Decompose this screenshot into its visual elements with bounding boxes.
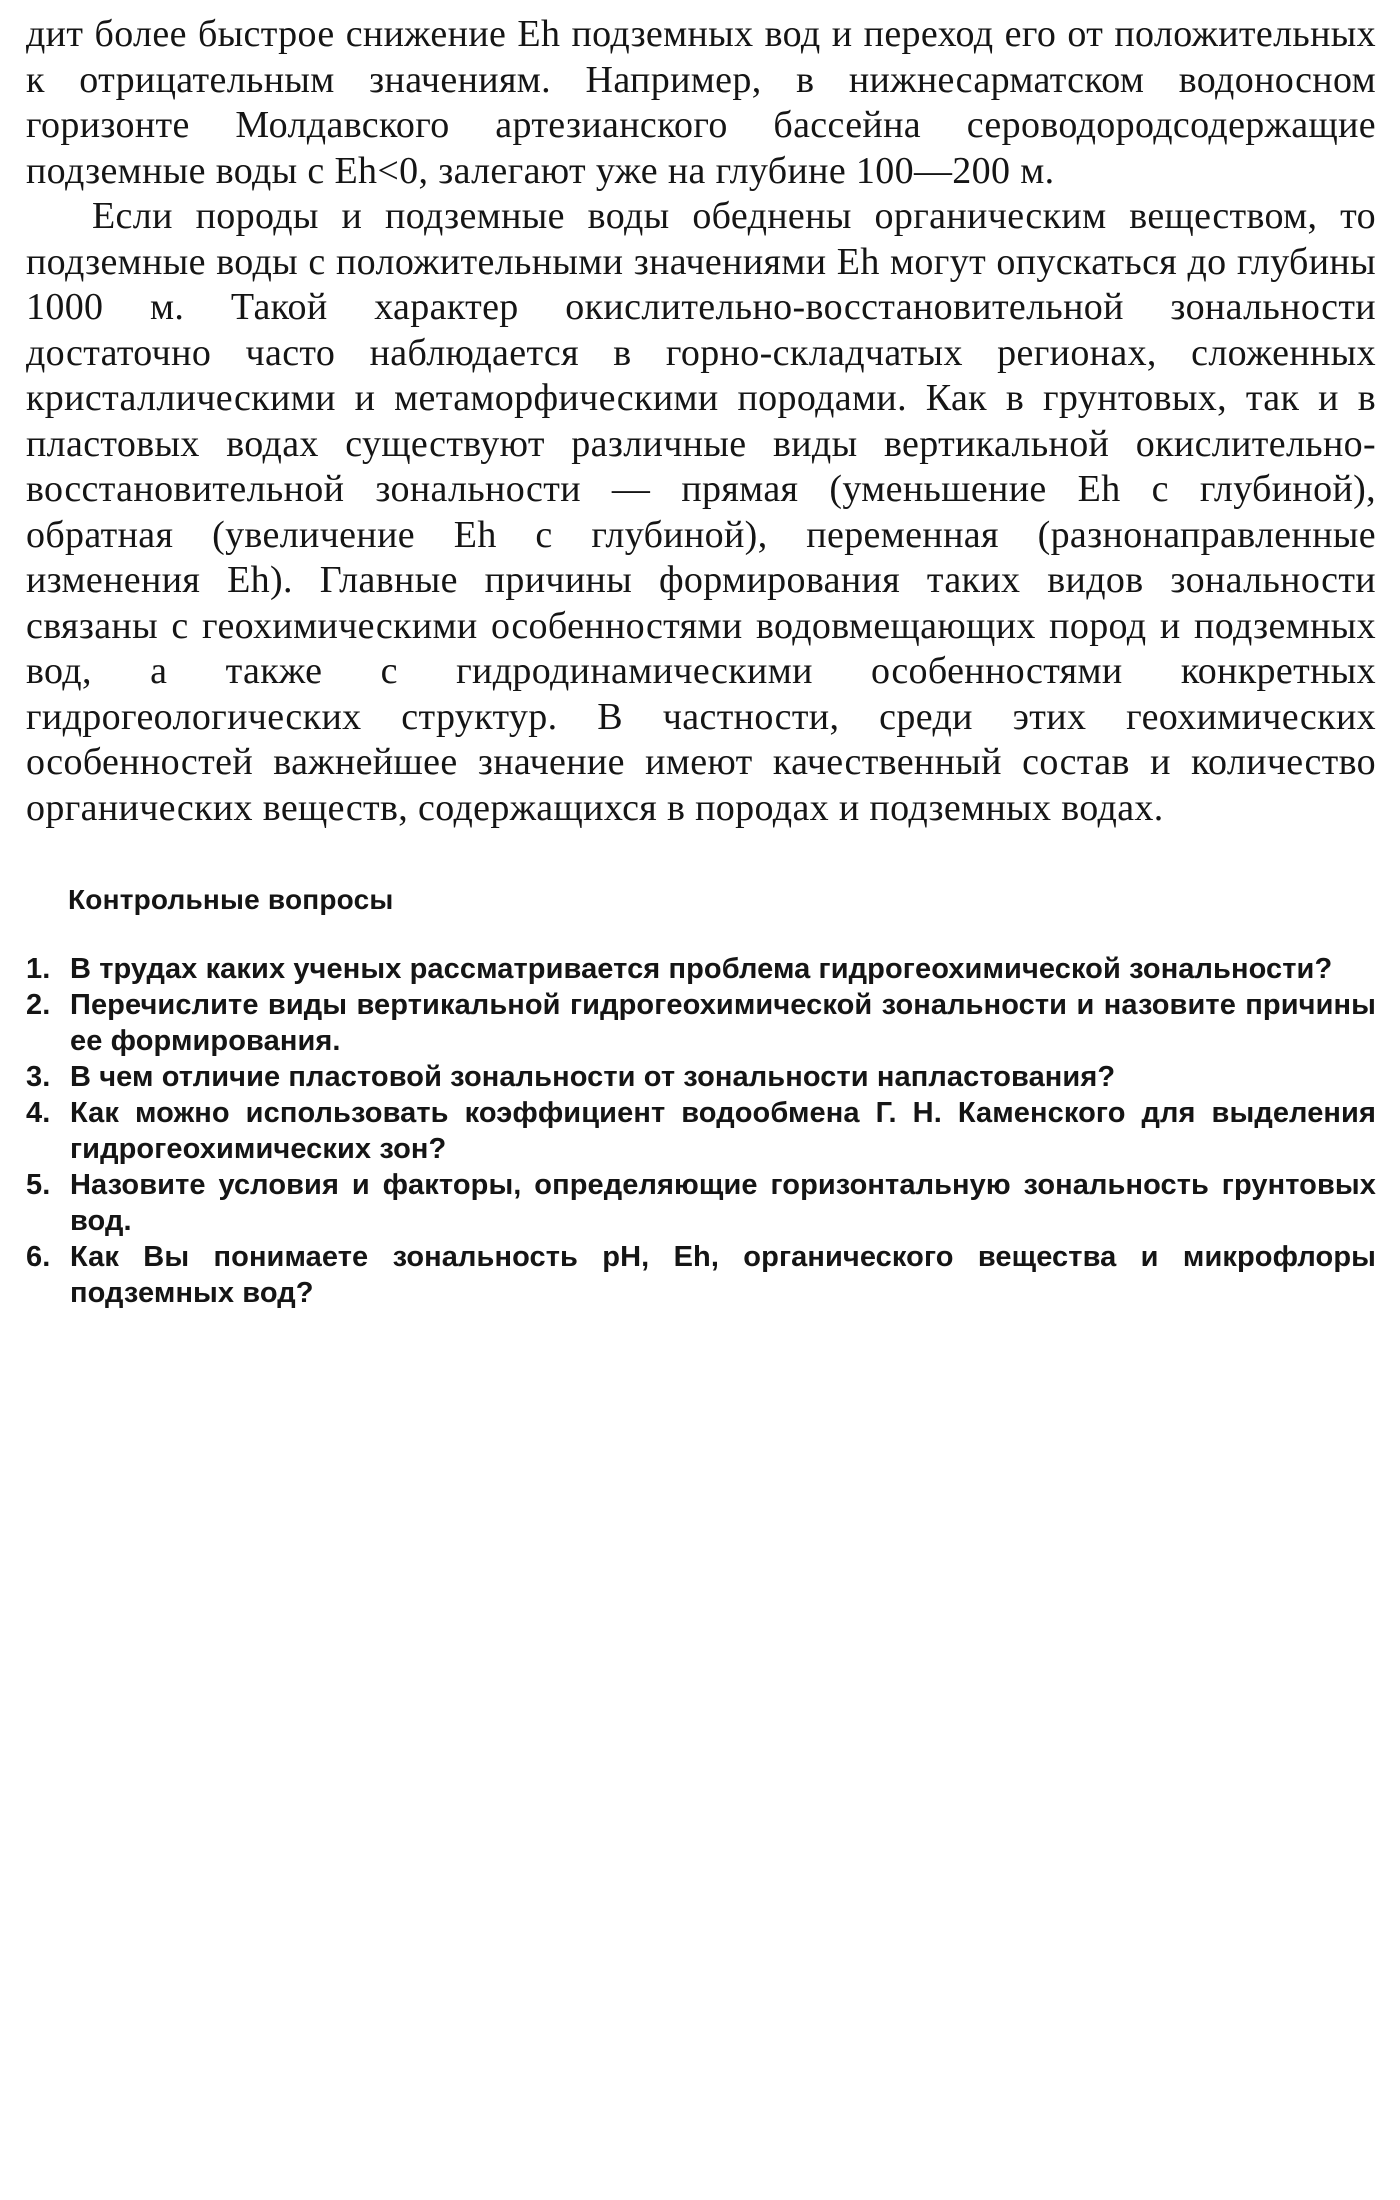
document-page: [26, 12, 1376, 1311]
question-number: 2.: [26, 989, 51, 1021]
body-paragraph-2: Если породы и подземные воды обеднены органическим веществом, то подземные воды с положительными значениями Eh могут опускаться до глубины 1000 м. Такой характер окислительно-восстановительной зональности достаточно часто наблюдается в горно-складчатых регионах, сложенных кристаллическими и метаморфическими породами. Как в грунтовых, так и в пластовых водах существуют различные виды вертикальной окислительно-восстановительной зональности — прямая (уменьшение Eh с глубиной), обратная (увеличение Eh с глубиной), переменная (разнонаправленные изменения Eh). Главные причины формирования таких видов зональности связаны с геохимическими особенностями водовмещающих пород и подземных вод, а также с гидродинамическими особенностями конкретных гидрогеологических структур. В частности, среди этих геохимических особенностей важнейшее значение имеют качественный состав и количество органических веществ, содержащихся в породах и подземных водах.: [26, 195, 1376, 829]
question-item-1: [26, 951, 1376, 987]
question-number: 5.: [26, 1169, 51, 1201]
body-paragraph-1: дит более быстрое снижение Eh подземных вод и переход его от положительных к отрицательным значениям. Например, в нижнесарматском водоносном горизонте Молдавского артезианского бассейна сероводородсодержащие подземные воды с Eh<0, залегают уже на глубине 100—200 м.: [26, 13, 1376, 192]
question-item-6: [26, 1239, 1376, 1311]
question-item-2: [26, 987, 1376, 1059]
question-item-4: [26, 1095, 1376, 1167]
question-number: 3.: [26, 1061, 51, 1093]
question-text: В трудах каких ученых рассматривается проблема гидрогеохимической зональности?: [70, 953, 1333, 985]
question-text: Назовите условия и факторы, определяющие горизонтальную зональность грунтовых вод.: [70, 1169, 1376, 1237]
question-item-3: [26, 1059, 1376, 1095]
question-text: Как Вы понимаете зональность pH, Eh, органического вещества и микрофлоры подземных вод?: [70, 1241, 1376, 1309]
question-number: 6.: [26, 1241, 51, 1273]
question-number: 1.: [26, 953, 51, 985]
question-list: [26, 951, 1376, 1311]
question-text: Перечислите виды вертикальной гидрогеохимической зональности и назовите причины ее формирования.: [70, 989, 1376, 1057]
question-item-5: [26, 1167, 1376, 1239]
question-number: 4.: [26, 1097, 51, 1129]
question-text: В чем отличие пластовой зональности от зональности напластования?: [70, 1061, 1116, 1093]
section-heading: Контрольные вопросы: [68, 884, 394, 915]
question-text: Как можно использовать коэффициент водообмена Г. Н. Каменского для выделения гидрогеохимических зон?: [70, 1097, 1376, 1165]
